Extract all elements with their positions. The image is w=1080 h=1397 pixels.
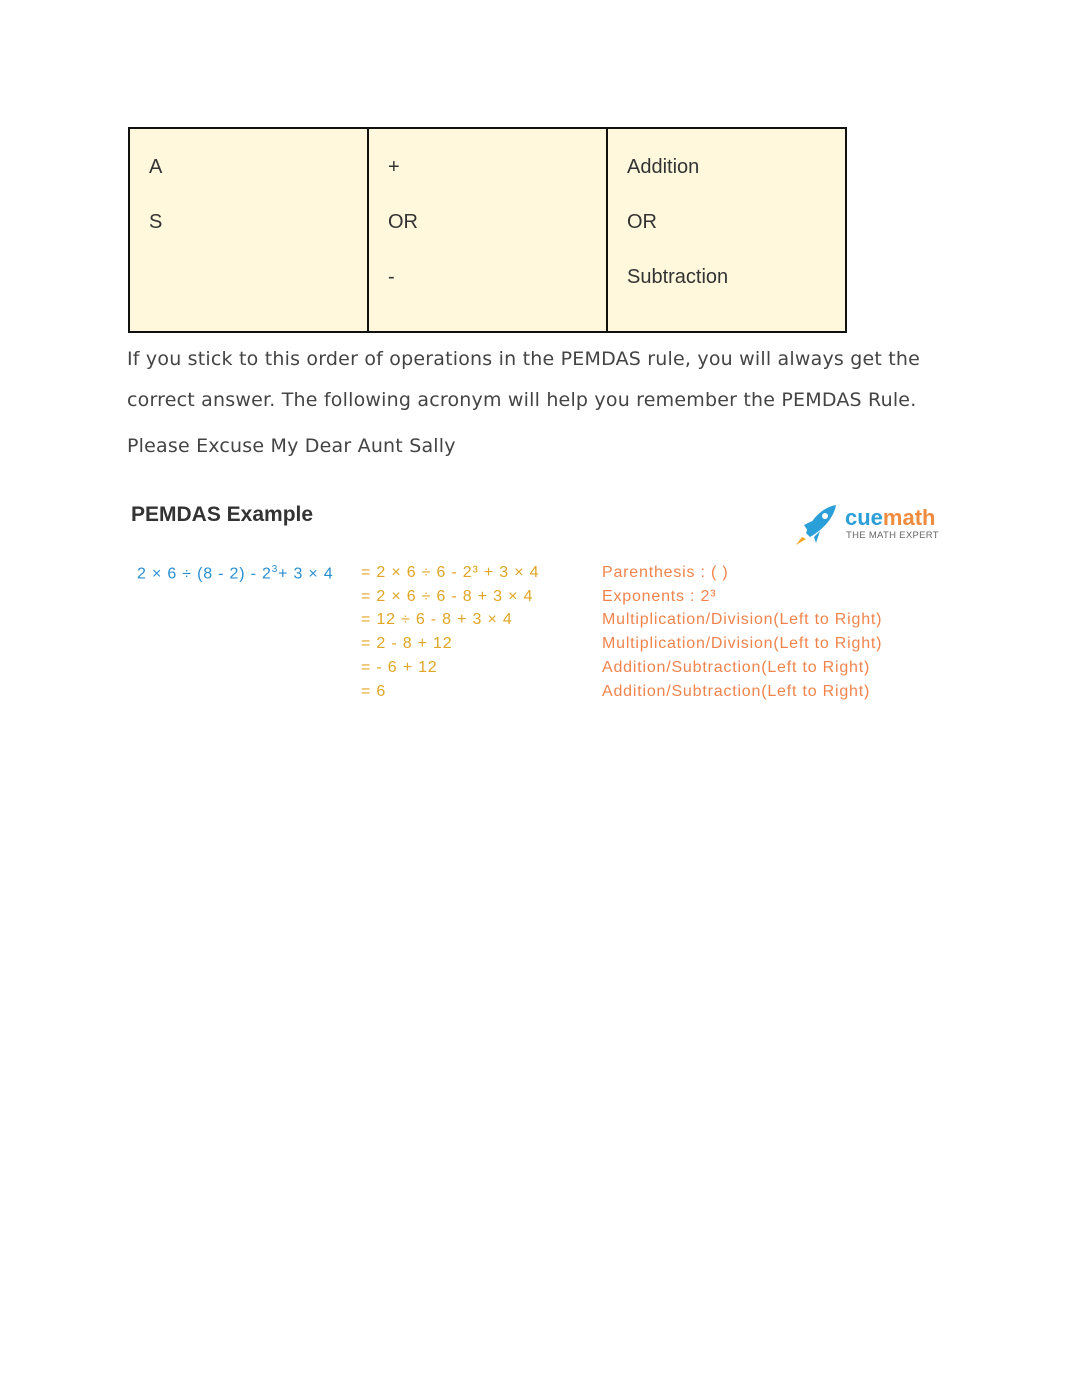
logo-brand: cuemath bbox=[845, 505, 936, 530]
logo-tagline: THE MATH EXPERT bbox=[846, 530, 939, 541]
step-expression: = 2 × 6 ÷ 6 - 8 + 3 × 4 bbox=[361, 588, 534, 605]
step-expression: = 2 - 8 + 12 bbox=[361, 635, 453, 652]
cell-text: S bbox=[149, 211, 163, 233]
letter-cell bbox=[129, 128, 368, 332]
mnemonic-text: Please Excuse My Dear Aunt Sally bbox=[127, 435, 456, 457]
operation-cell bbox=[607, 128, 846, 332]
body-paragraph: If you stick to this order of operations in the PEMDAS rule, you will always get the correct answer. The following acronym will help you remember the PEMDAS Rule. bbox=[127, 348, 921, 411]
cuemath-logo bbox=[792, 503, 952, 547]
step-rule: Addition/Subtraction(Left to Right) bbox=[602, 683, 871, 700]
step-expression: = 6 bbox=[361, 683, 387, 700]
cell-text: Addition bbox=[627, 156, 700, 178]
step-rule: Multiplication/Division(Left to Right) bbox=[602, 611, 883, 628]
cell-text: - bbox=[388, 266, 395, 288]
table-row bbox=[129, 128, 846, 332]
step-rule: Addition/Subtraction(Left to Right) bbox=[602, 659, 871, 676]
symbol-cell bbox=[368, 128, 607, 332]
step-rule: Exponents : 2³ bbox=[602, 588, 717, 605]
step-rule: Multiplication/Division(Left to Right) bbox=[602, 635, 883, 652]
step-expression: = 2 × 6 ÷ 6 - 2³ + 3 × 4 bbox=[361, 564, 540, 581]
figure-title: PEMDAS Example bbox=[131, 503, 314, 526]
operations-table bbox=[128, 127, 847, 333]
step-expression: = - 6 + 12 bbox=[361, 659, 438, 676]
cell-text: OR bbox=[627, 211, 657, 233]
rocket-icon bbox=[792, 503, 840, 547]
cell-text: A bbox=[149, 156, 163, 178]
step-rule: Parenthesis : ( ) bbox=[602, 564, 729, 581]
cell-text: + bbox=[388, 156, 400, 178]
cell-text: Subtraction bbox=[627, 266, 729, 288]
original-expression: $2 \times 6 \div (8 - 2) - 2^3+ 3 \times 4$ bbox=[137, 564, 334, 583]
cell-text: OR bbox=[388, 211, 418, 233]
step-expression: = 12 ÷ 6 - 8 + 3 × 4 bbox=[361, 611, 513, 628]
